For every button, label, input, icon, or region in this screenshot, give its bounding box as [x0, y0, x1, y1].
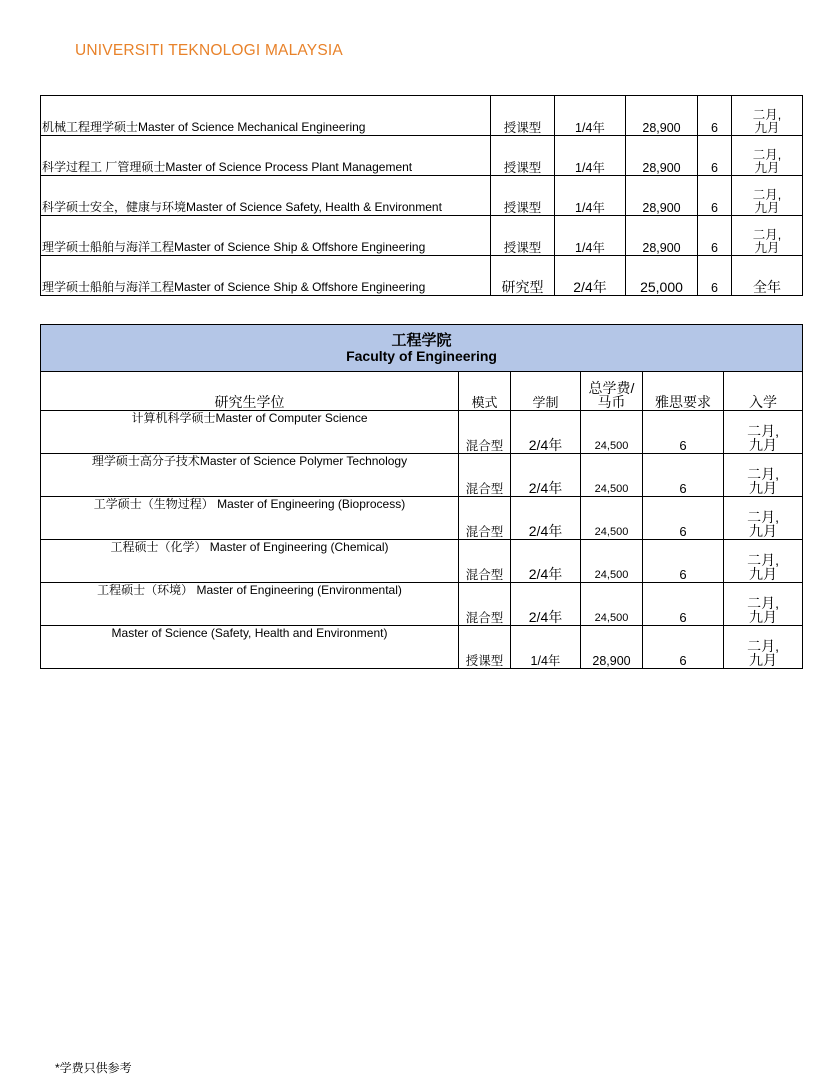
program-cell: 工程硕士（环境） Master of Engineering (Environmental): [41, 583, 459, 626]
intake-cell: 二月, 九月: [724, 411, 803, 454]
col-header-ielts: 雅思要求: [643, 372, 724, 411]
mode-cell: 授课型: [491, 136, 555, 176]
fee-cell: 24,500: [581, 583, 643, 626]
duration-cell: 2/4年: [511, 497, 581, 540]
mode-cell: 混合型: [459, 454, 511, 497]
fee-cell: 28,900: [626, 96, 698, 136]
duration-cell: 2/4年: [511, 540, 581, 583]
duration-cell: 2/4年: [555, 256, 626, 296]
fee-cell: 24,500: [581, 497, 643, 540]
mode-cell: 授课型: [459, 626, 511, 669]
table-row: [41, 136, 803, 176]
duration-cell: 1/4年: [555, 216, 626, 256]
table-row: [41, 626, 803, 669]
table-row: [41, 497, 803, 540]
intake-cell: 二月, 九月: [732, 176, 803, 216]
program-cell: 工学硕士（生物过程） Master of Engineering (Bioprocess): [41, 497, 459, 540]
col-header-mode: 模式: [459, 372, 511, 411]
fee-cell: 28,900: [581, 626, 643, 669]
fee-cell: 24,500: [581, 540, 643, 583]
table-row: [41, 411, 803, 454]
fee-cell: 28,900: [626, 136, 698, 176]
ielts-cell: 6: [698, 136, 732, 176]
ielts-cell: 6: [643, 454, 724, 497]
col-header-degree: 研究生学位: [41, 372, 459, 411]
programs-table-1: [40, 95, 803, 296]
intake-cell: 二月, 九月: [724, 497, 803, 540]
duration-cell: 1/4年: [555, 176, 626, 216]
duration-cell: 2/4年: [511, 583, 581, 626]
ielts-cell: 6: [643, 626, 724, 669]
program-cell: 理学硕士船舶与海洋工程Master of Science Ship & Offshore Engineering: [41, 216, 491, 256]
table-row: [41, 454, 803, 497]
col-header-intake: 入学: [724, 372, 803, 411]
ielts-cell: 6: [643, 540, 724, 583]
program-cell: 工程硕士（化学） Master of Engineering (Chemical): [41, 540, 459, 583]
ielts-cell: 6: [698, 256, 732, 296]
intake-cell: 二月, 九月: [724, 540, 803, 583]
duration-cell: 1/4年: [555, 96, 626, 136]
intake-cell: 二月, 九月: [724, 454, 803, 497]
ielts-cell: 6: [643, 583, 724, 626]
program-cell: 理学硕士高分子技术Master of Science Polymer Technology: [41, 454, 459, 497]
intake-cell: 二月, 九月: [724, 626, 803, 669]
fee-cell: 24,500: [581, 454, 643, 497]
intake-cell: 全年: [732, 256, 803, 296]
university-title: UNIVERSITI TEKNOLOGI MALAYSIA: [75, 42, 343, 59]
ielts-cell: 6: [698, 96, 732, 136]
ielts-cell: 6: [643, 411, 724, 454]
fee-cell: 28,900: [626, 216, 698, 256]
table-row: [41, 216, 803, 256]
program-cell: 机械工程理学硕士Master of Science Mechanical Engineering: [41, 96, 491, 136]
faculty-name-en: Faculty of Engineering: [346, 347, 497, 364]
faculty-header: [41, 325, 803, 372]
intake-cell: 二月, 九月: [732, 216, 803, 256]
program-cell: Master of Science (Safety, Health and Environment): [41, 626, 459, 669]
col-header-duration: 学制: [511, 372, 581, 411]
mode-cell: 混合型: [459, 411, 511, 454]
table-row: [41, 176, 803, 216]
fee-cell: 24,500: [581, 411, 643, 454]
program-cell: 理学硕士船舶与海洋工程Master of Science Ship & Offshore Engineering: [41, 256, 491, 296]
intake-cell: 二月, 九月: [732, 136, 803, 176]
mode-cell: 混合型: [459, 583, 511, 626]
ielts-cell: 6: [698, 216, 732, 256]
duration-cell: 1/4年: [555, 136, 626, 176]
table-row: [41, 583, 803, 626]
mode-cell: 混合型: [459, 497, 511, 540]
intake-cell: 二月, 九月: [724, 583, 803, 626]
mode-cell: 授课型: [491, 176, 555, 216]
program-cell: 科学硕士安全，健康与环境Master of Science Safety, Health & Environment: [41, 176, 491, 216]
mode-cell: 混合型: [459, 540, 511, 583]
program-cell: 科学过程工 厂管理硕士Master of Science Process Plant Management: [41, 136, 491, 176]
mode-cell: 授课型: [491, 216, 555, 256]
mode-cell: 研究型: [491, 256, 555, 296]
duration-cell: 2/4年: [511, 454, 581, 497]
program-cell: 计算机科学硕士Master of Computer Science: [41, 411, 459, 454]
table-row: [41, 96, 803, 136]
col-header-fee: 总学费/ 马币: [581, 372, 643, 411]
table-row: [41, 540, 803, 583]
duration-cell: 1/4年: [511, 626, 581, 669]
footnote: *学费只供参考: [55, 1061, 132, 1075]
mode-cell: 授课型: [491, 96, 555, 136]
duration-cell: 2/4年: [511, 411, 581, 454]
ielts-cell: 6: [643, 497, 724, 540]
table-row: [41, 256, 803, 296]
fee-cell: 28,900: [626, 176, 698, 216]
ielts-cell: 6: [698, 176, 732, 216]
programs-table-engineering: [40, 324, 803, 669]
fee-cell: 25,000: [626, 256, 698, 296]
intake-cell: 二月, 九月: [732, 96, 803, 136]
faculty-name-zh: 工程学院: [391, 331, 452, 349]
